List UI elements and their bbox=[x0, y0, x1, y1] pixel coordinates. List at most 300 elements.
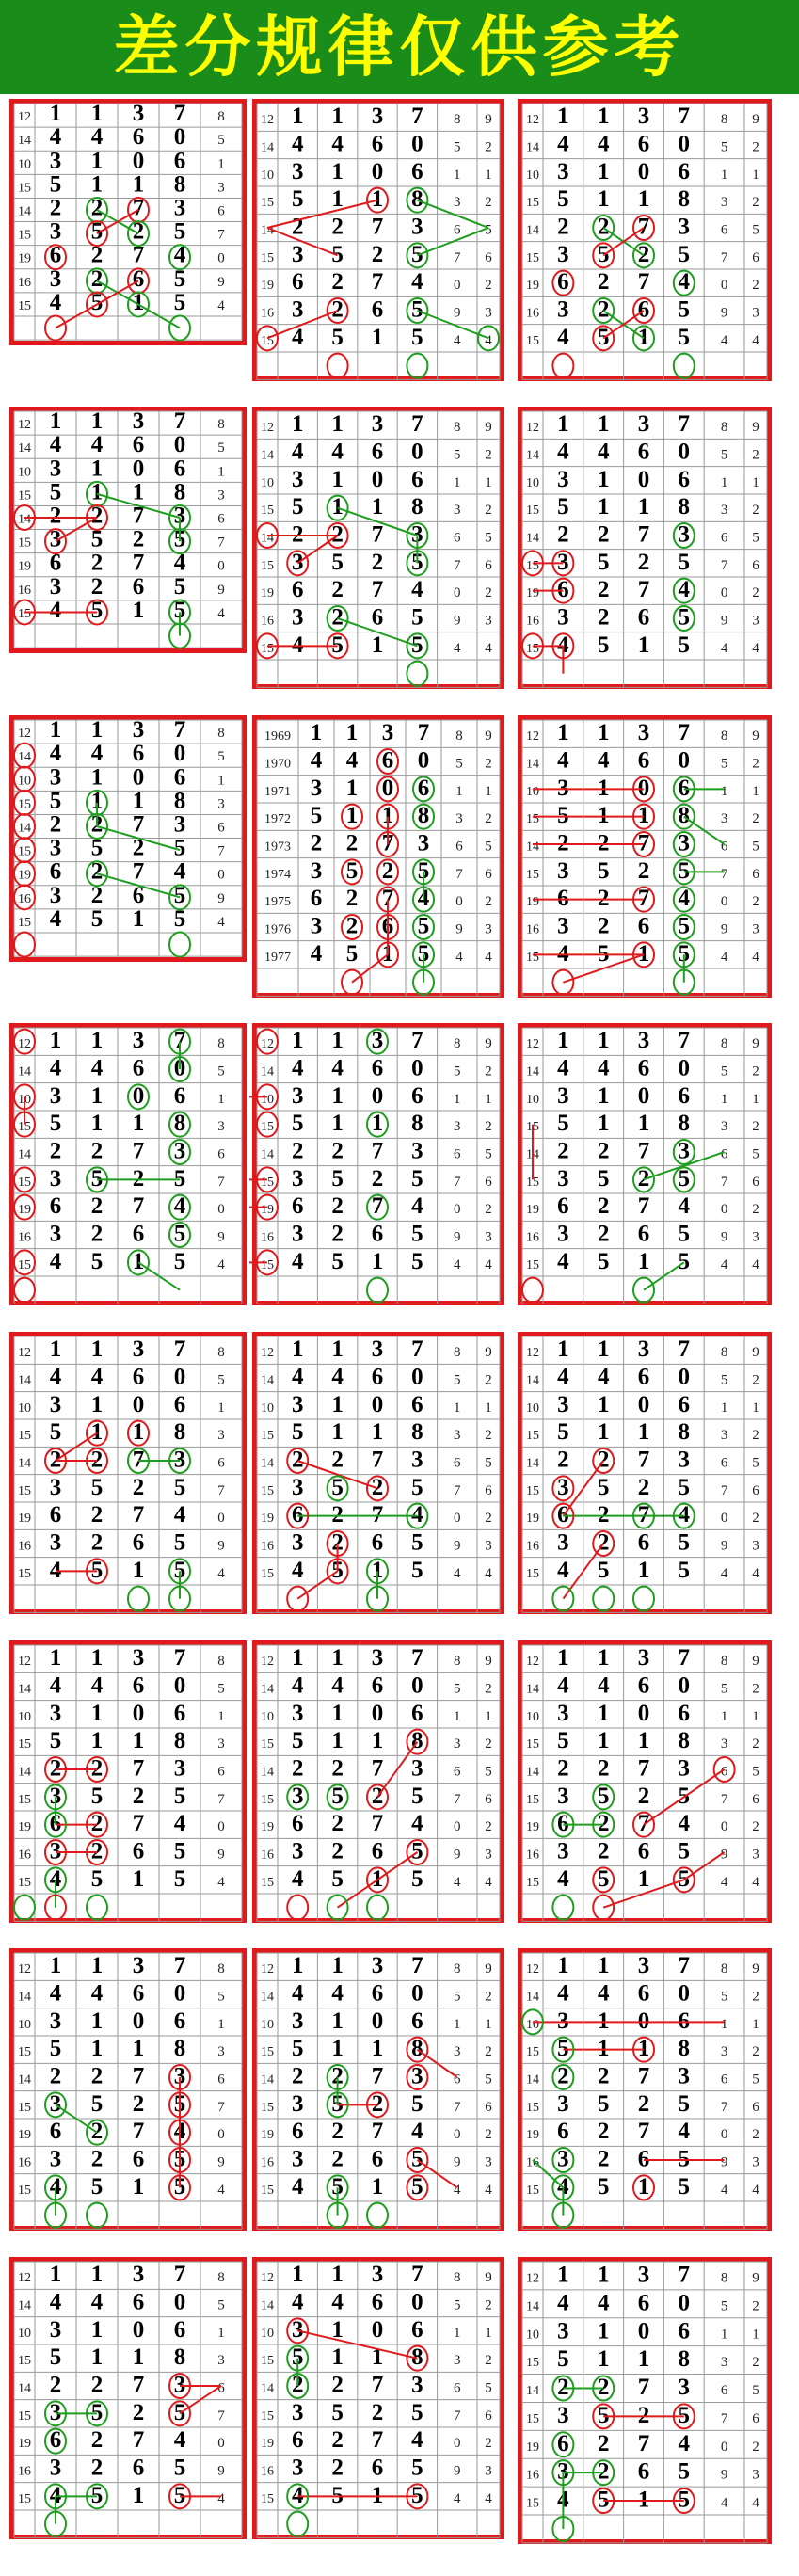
side-number: 2 bbox=[752, 447, 759, 463]
row-label: 19 bbox=[526, 895, 539, 910]
grid-digit: 4 bbox=[557, 2487, 569, 2513]
grid-digit: 7 bbox=[173, 101, 186, 127]
row-label: 15 bbox=[261, 1175, 274, 1190]
side-number: 1 bbox=[217, 2016, 225, 2032]
grid-digit: 1 bbox=[49, 1028, 62, 1054]
row-label: 15 bbox=[261, 1483, 274, 1498]
grid-digit: 7 bbox=[132, 2427, 145, 2454]
side-number: 9 bbox=[720, 2154, 728, 2170]
side-number: 1 bbox=[752, 2327, 759, 2343]
row-label: 10 bbox=[526, 1092, 539, 1107]
row-label: 14 bbox=[526, 2384, 539, 2399]
row-label: 12 bbox=[526, 2271, 539, 2286]
side-number: 9 bbox=[217, 1847, 225, 1863]
side-number: 1 bbox=[720, 1708, 728, 1724]
number-grid-card bbox=[518, 1023, 772, 1305]
side-number: 9 bbox=[485, 420, 492, 436]
side-number: 1 bbox=[720, 2327, 728, 2343]
grid-digit: 1 bbox=[637, 2036, 650, 2062]
grid-digit: 5 bbox=[678, 940, 691, 967]
grid-digit: 6 bbox=[132, 1838, 145, 1864]
side-number: 6 bbox=[485, 1482, 492, 1498]
grid-digit: 0 bbox=[371, 1700, 384, 1726]
side-number: 1 bbox=[217, 1400, 225, 1416]
side-number: 0 bbox=[217, 2436, 225, 2452]
grid-digit: 1 bbox=[557, 104, 569, 130]
grid-digit: 5 bbox=[331, 1165, 344, 1192]
grid-digit: 1 bbox=[90, 1336, 104, 1363]
grid-digit: 7 bbox=[678, 411, 691, 438]
grid-digit: 2 bbox=[597, 214, 610, 240]
grid-digit: 3 bbox=[557, 549, 569, 575]
grid-digit: 1 bbox=[597, 803, 610, 829]
grid-digit: 1 bbox=[557, 1028, 569, 1054]
grid-digit: 7 bbox=[637, 214, 650, 240]
green-circle-mark bbox=[552, 1896, 573, 1920]
row-label: 15 bbox=[18, 1566, 31, 1581]
grid-digit: 3 bbox=[173, 811, 186, 838]
side-number: 9 bbox=[485, 728, 492, 744]
grid-digit: 1 bbox=[637, 2173, 650, 2200]
side-number: 6 bbox=[454, 2072, 461, 2088]
grid-digit: 3 bbox=[49, 2455, 62, 2481]
row-label: 15 bbox=[526, 333, 539, 348]
side-number: 4 bbox=[752, 1874, 759, 1890]
grid-digit: 1 bbox=[331, 186, 344, 213]
side-number: 1 bbox=[217, 464, 225, 480]
grid-digit: 6 bbox=[49, 550, 62, 576]
grid-digit: 5 bbox=[173, 1557, 186, 1583]
row-label: 16 bbox=[18, 1848, 31, 1863]
row-label: 19 bbox=[18, 2128, 31, 2143]
grid-digit: 0 bbox=[637, 1700, 650, 1726]
side-number: 3 bbox=[720, 503, 728, 519]
row-label: 14 bbox=[18, 441, 31, 456]
row-label: 14 bbox=[526, 531, 539, 546]
grid-digit: 5 bbox=[173, 2090, 186, 2117]
grid-digit: 7 bbox=[173, 1953, 186, 1979]
grid-digit: 5 bbox=[678, 549, 691, 575]
grid-digit: 6 bbox=[132, 265, 145, 292]
grid-digit: 1 bbox=[371, 1728, 384, 1754]
grid-digit: 4 bbox=[291, 324, 304, 350]
row-label: 16 bbox=[18, 1230, 31, 1245]
grid-digit: 6 bbox=[49, 1502, 62, 1528]
grid-digit: 0 bbox=[678, 2290, 691, 2316]
side-number: 1 bbox=[485, 1091, 492, 1107]
row-label: 15 bbox=[526, 1566, 539, 1581]
grid-digit: 3 bbox=[291, 158, 304, 184]
grid-digit: 3 bbox=[291, 2316, 304, 2343]
grid-digit: 6 bbox=[637, 131, 650, 157]
year-label: 1971 bbox=[264, 784, 291, 799]
grid-digit: 5 bbox=[411, 2090, 423, 2117]
grid-digit: 5 bbox=[291, 1419, 304, 1446]
row-label: 14 bbox=[261, 531, 274, 546]
grid-digit: 4 bbox=[49, 2289, 62, 2315]
side-number: 0 bbox=[454, 278, 461, 294]
side-number: 9 bbox=[720, 1538, 728, 1554]
grid-digit: 6 bbox=[173, 456, 186, 482]
grid-digit: 2 bbox=[331, 1811, 344, 1837]
row-label: 19 bbox=[261, 1203, 274, 1218]
grid-digit: 3 bbox=[557, 1221, 569, 1247]
grid-digit: 1 bbox=[331, 1391, 344, 1417]
side-number: 5 bbox=[454, 1681, 461, 1697]
grid-digit: 2 bbox=[132, 1474, 145, 1500]
side-number: 4 bbox=[217, 605, 225, 621]
side-number: 1 bbox=[217, 1708, 225, 1724]
row-label: 16 bbox=[18, 275, 31, 290]
row-label: 10 bbox=[261, 475, 274, 490]
grid-digit: 4 bbox=[291, 2173, 304, 2200]
side-number: 4 bbox=[454, 2182, 461, 2198]
grid-digit: 7 bbox=[411, 1953, 423, 1979]
grid-digit: 3 bbox=[173, 1138, 186, 1164]
grid-digit: 5 bbox=[411, 1838, 423, 1864]
green-circle-mark bbox=[14, 1896, 35, 1920]
grid-digit: 2 bbox=[49, 2372, 62, 2398]
grid-digit: 4 bbox=[678, 886, 691, 912]
side-number: 2 bbox=[485, 2353, 492, 2369]
grid-digit: 6 bbox=[417, 775, 430, 801]
grid-digit: 1 bbox=[310, 720, 323, 746]
grid-digit: 5 bbox=[597, 1783, 610, 1809]
grid-digit: 3 bbox=[49, 1700, 62, 1726]
side-number: 2 bbox=[752, 1372, 759, 1388]
side-number: 5 bbox=[752, 1455, 759, 1471]
grid-digit: 0 bbox=[678, 131, 691, 157]
grid-digit: 2 bbox=[331, 2146, 344, 2172]
grid-digit: 3 bbox=[557, 1700, 569, 1726]
side-number: 4 bbox=[454, 1874, 461, 1890]
grid-digit: 4 bbox=[49, 597, 62, 623]
grid-digit: 4 bbox=[597, 1980, 610, 2007]
grid-digit: 4 bbox=[331, 439, 344, 465]
grid-digit: 2 bbox=[557, 214, 569, 240]
grid-digit: 5 bbox=[90, 218, 104, 245]
grid-digit: 7 bbox=[678, 1953, 691, 1979]
row-label: 15 bbox=[18, 181, 31, 196]
grid-digit: 5 bbox=[173, 526, 186, 552]
grid-digit: 2 bbox=[132, 1783, 145, 1809]
grid-digit: 5 bbox=[173, 2146, 186, 2172]
side-number: 7 bbox=[720, 1482, 728, 1498]
side-number: 0 bbox=[720, 1511, 728, 1527]
grid-digit: 6 bbox=[411, 2008, 423, 2034]
grid-digit: 8 bbox=[411, 2036, 423, 2062]
row-label: 19 bbox=[261, 1512, 274, 1527]
grid-digit: 5 bbox=[557, 186, 569, 213]
grid-digit: 5 bbox=[678, 1221, 691, 1247]
year-label: 1970 bbox=[264, 757, 291, 772]
side-number: 3 bbox=[720, 1119, 728, 1135]
grid-digit: 4 bbox=[331, 1055, 344, 1081]
row-label: 15 bbox=[526, 2411, 539, 2426]
grid-digit: 6 bbox=[291, 577, 304, 603]
grid-digit: 1 bbox=[90, 2316, 104, 2343]
number-grid bbox=[522, 104, 767, 376]
side-number: 4 bbox=[752, 1565, 759, 1581]
side-number: 6 bbox=[217, 1146, 225, 1162]
grid-digit: 2 bbox=[557, 1447, 569, 1473]
side-number: 2 bbox=[485, 278, 492, 294]
side-number: 3 bbox=[485, 305, 492, 321]
grid-digit: 3 bbox=[49, 265, 62, 292]
grid-digit: 6 bbox=[173, 1700, 186, 1726]
row-label: 14 bbox=[261, 2072, 274, 2088]
row-label: 15 bbox=[261, 504, 274, 519]
grid-digit: 6 bbox=[310, 886, 323, 912]
grid-digit: 3 bbox=[291, 1474, 304, 1500]
side-number: 2 bbox=[485, 1202, 492, 1218]
grid-digit: 2 bbox=[331, 2427, 344, 2454]
grid-digit: 5 bbox=[173, 2455, 186, 2481]
row-label: 10 bbox=[261, 1092, 274, 1107]
grid-digit: 6 bbox=[49, 2119, 62, 2145]
grid-digit: 3 bbox=[132, 717, 145, 744]
grid-digit: 8 bbox=[678, 2346, 691, 2373]
grid-digit: 2 bbox=[331, 269, 344, 296]
row-label: 15 bbox=[18, 2183, 31, 2198]
grid-digit: 5 bbox=[411, 1529, 423, 1556]
grid-digit: 2 bbox=[345, 913, 359, 939]
grid-digit: 2 bbox=[90, 2427, 104, 2454]
grid-digit: 2 bbox=[90, 1138, 104, 1164]
side-number: 3 bbox=[454, 503, 461, 519]
side-number: 6 bbox=[720, 839, 728, 855]
grid-digit: 5 bbox=[291, 2036, 304, 2062]
side-number: 3 bbox=[752, 305, 759, 321]
grid-digit: 1 bbox=[637, 803, 650, 829]
row-label: 10 bbox=[18, 774, 31, 789]
grid-digit: 3 bbox=[291, 2146, 304, 2172]
side-number: 4 bbox=[485, 1874, 492, 1890]
side-number: 3 bbox=[720, 195, 728, 211]
green-circle-mark bbox=[128, 1587, 149, 1611]
grid-digit: 5 bbox=[90, 289, 104, 315]
grid-digit: 1 bbox=[597, 2262, 610, 2288]
grid-digit: 7 bbox=[637, 1502, 650, 1528]
side-number: 4 bbox=[217, 2182, 225, 2198]
row-label: 15 bbox=[526, 1792, 539, 1807]
grid-digit: 3 bbox=[49, 882, 62, 908]
grid-digit: 0 bbox=[173, 432, 186, 458]
grid-digit: 5 bbox=[678, 1474, 691, 1500]
side-number: 8 bbox=[720, 1345, 728, 1361]
side-number: 6 bbox=[485, 1791, 492, 1807]
grid-digit: 1 bbox=[597, 494, 610, 520]
grid-digit: 4 bbox=[291, 1557, 304, 1583]
grid-digit: 5 bbox=[557, 2036, 569, 2062]
grid-digit: 5 bbox=[411, 632, 423, 658]
number-grid bbox=[257, 2262, 500, 2535]
side-number: 1 bbox=[217, 2325, 225, 2341]
grid-digit: 7 bbox=[173, 717, 186, 744]
row-label: 15 bbox=[261, 250, 274, 265]
grid-digit: 4 bbox=[90, 1980, 104, 2007]
grid-digit: 7 bbox=[173, 2262, 186, 2288]
grid-digit: 7 bbox=[132, 1447, 145, 1473]
grid-digit: 4 bbox=[331, 1980, 344, 2007]
side-number: 1 bbox=[720, 1400, 728, 1416]
side-number: 3 bbox=[485, 2154, 492, 2170]
side-number: 2 bbox=[752, 1819, 759, 1835]
grid-digit: 4 bbox=[557, 324, 569, 350]
side-number: 0 bbox=[454, 585, 461, 601]
grid-digit: 3 bbox=[557, 2090, 569, 2117]
grid-digit: 7 bbox=[371, 1811, 384, 1837]
row-label: 15 bbox=[18, 1737, 31, 1752]
side-number: 9 bbox=[454, 305, 461, 321]
grid-digit: 1 bbox=[331, 1111, 344, 1137]
grid-digit: 4 bbox=[597, 1055, 610, 1081]
grid-digit: 5 bbox=[678, 857, 691, 884]
grid-digit: 6 bbox=[291, 1811, 304, 1837]
grid-digit: 3 bbox=[291, 1391, 304, 1417]
number-grid bbox=[14, 1336, 242, 1609]
grid-digit: 6 bbox=[132, 573, 145, 600]
row-label: 15 bbox=[526, 558, 539, 573]
grid-digit: 6 bbox=[557, 2119, 569, 2145]
side-number: 8 bbox=[720, 1961, 728, 1977]
grid-digit: 6 bbox=[557, 2430, 569, 2456]
grid-digit: 2 bbox=[90, 2063, 104, 2089]
grid-digit: 3 bbox=[310, 913, 323, 939]
row-label: 14 bbox=[526, 1147, 539, 1162]
grid-digit: 6 bbox=[637, 2290, 650, 2316]
row-label: 15 bbox=[526, 1120, 539, 1135]
grid-digit: 5 bbox=[90, 1557, 104, 1583]
row-label: 10 bbox=[261, 168, 274, 183]
side-number: 2 bbox=[752, 1681, 759, 1697]
side-number: 9 bbox=[455, 921, 463, 937]
grid-digit: 2 bbox=[49, 1755, 62, 1782]
grid-digit: 3 bbox=[49, 148, 62, 174]
grid-digit: 3 bbox=[417, 830, 430, 856]
grid-digit: 5 bbox=[597, 940, 610, 967]
row-label: 10 bbox=[18, 1709, 31, 1724]
grid-digit: 2 bbox=[90, 573, 104, 600]
side-number: 8 bbox=[720, 112, 728, 128]
grid-digit: 5 bbox=[597, 1474, 610, 1500]
number-grid-card bbox=[252, 1332, 504, 1614]
grid-digit: 3 bbox=[411, 1755, 423, 1782]
grid-digit: 4 bbox=[345, 747, 359, 774]
row-label: 12 bbox=[18, 1655, 31, 1670]
grid-digit: 2 bbox=[597, 913, 610, 939]
side-number: 1 bbox=[485, 1400, 492, 1416]
row-label: 15 bbox=[261, 2183, 274, 2198]
grid-digit: 3 bbox=[557, 913, 569, 939]
side-number: 4 bbox=[752, 2495, 759, 2511]
row-label: 15 bbox=[18, 1257, 31, 1272]
number-grid bbox=[257, 411, 500, 684]
side-number: 6 bbox=[454, 222, 461, 238]
grid-digit: 3 bbox=[132, 101, 145, 127]
row-label: 10 bbox=[18, 1400, 31, 1416]
side-number: 8 bbox=[720, 2270, 728, 2286]
grid-digit: 5 bbox=[173, 1865, 186, 1892]
side-number: 2 bbox=[752, 503, 759, 519]
grid-digit: 7 bbox=[637, 1755, 650, 1782]
grid-digit: 4 bbox=[173, 2427, 186, 2454]
grid-digit: 1 bbox=[291, 2262, 304, 2288]
grid-digit: 0 bbox=[132, 148, 145, 174]
grid-digit: 0 bbox=[132, 764, 145, 791]
grid-digit: 6 bbox=[291, 1502, 304, 1528]
grid-digit: 2 bbox=[90, 1221, 104, 1247]
side-number: 6 bbox=[454, 1146, 461, 1162]
grid-digit: 5 bbox=[411, 604, 423, 631]
grid-digit: 5 bbox=[597, 1248, 610, 1274]
side-number: 2 bbox=[752, 894, 759, 910]
side-number: 9 bbox=[217, 2463, 225, 2479]
grid-digit: 0 bbox=[411, 2289, 423, 2315]
grid-digit: 2 bbox=[90, 858, 104, 885]
grid-digit: 7 bbox=[637, 1447, 650, 1473]
grid-digit: 5 bbox=[411, 2455, 423, 2481]
grid-digit: 1 bbox=[90, 2344, 104, 2371]
side-number: 6 bbox=[752, 2099, 759, 2115]
grid-digit: 2 bbox=[90, 811, 104, 838]
grid-digit: 1 bbox=[90, 101, 104, 127]
grid-digit: 3 bbox=[291, 549, 304, 575]
grid-digit: 3 bbox=[557, 2402, 569, 2428]
row-label: 10 bbox=[526, 1709, 539, 1724]
side-number: 3 bbox=[485, 1847, 492, 1863]
grid-digit: 5 bbox=[678, 604, 691, 631]
grid-digit: 2 bbox=[597, 604, 610, 631]
grid-digit: 2 bbox=[90, 2146, 104, 2172]
grid-digit: 5 bbox=[331, 1248, 344, 1274]
grid-digit: 5 bbox=[310, 803, 323, 829]
grid-digit: 5 bbox=[173, 2482, 186, 2508]
row-label: 15 bbox=[526, 1875, 539, 1890]
grid-digit: 3 bbox=[49, 2090, 62, 2117]
side-number: 2 bbox=[752, 1511, 759, 1527]
grid-digit: 2 bbox=[291, 1755, 304, 1782]
side-number: 3 bbox=[485, 2463, 492, 2479]
side-number: 6 bbox=[454, 1764, 461, 1780]
grid-digit: 2 bbox=[371, 549, 384, 575]
grid-digit: 7 bbox=[132, 1193, 145, 1220]
grid-digit: 3 bbox=[132, 408, 145, 435]
side-number: 3 bbox=[720, 1428, 728, 1444]
row-label: 12 bbox=[526, 1962, 539, 1977]
row-label: 19 bbox=[526, 2440, 539, 2455]
side-number: 3 bbox=[752, 1538, 759, 1554]
red-circle-mark bbox=[287, 1896, 308, 1920]
year-label: 1969 bbox=[264, 729, 291, 744]
grid-digit: 5 bbox=[331, 1474, 344, 1500]
row-label: 15 bbox=[18, 298, 31, 313]
grid-digit: 4 bbox=[291, 2482, 304, 2508]
number-grid bbox=[257, 1953, 500, 2226]
row-label: 14 bbox=[526, 1682, 539, 1697]
grid-digit: 3 bbox=[49, 1474, 62, 1500]
grid-digit: 3 bbox=[49, 835, 62, 861]
row-label: 15 bbox=[261, 2408, 274, 2424]
row-label: 14 bbox=[526, 757, 539, 772]
grid-digit: 1 bbox=[49, 2262, 62, 2288]
row-label: 16 bbox=[261, 306, 274, 321]
side-number: 4 bbox=[485, 640, 492, 656]
grid-digit: 1 bbox=[291, 1028, 304, 1054]
row-label: 14 bbox=[261, 2298, 274, 2313]
grid-digit: 7 bbox=[411, 1028, 423, 1054]
grid-digit: 6 bbox=[132, 741, 145, 767]
